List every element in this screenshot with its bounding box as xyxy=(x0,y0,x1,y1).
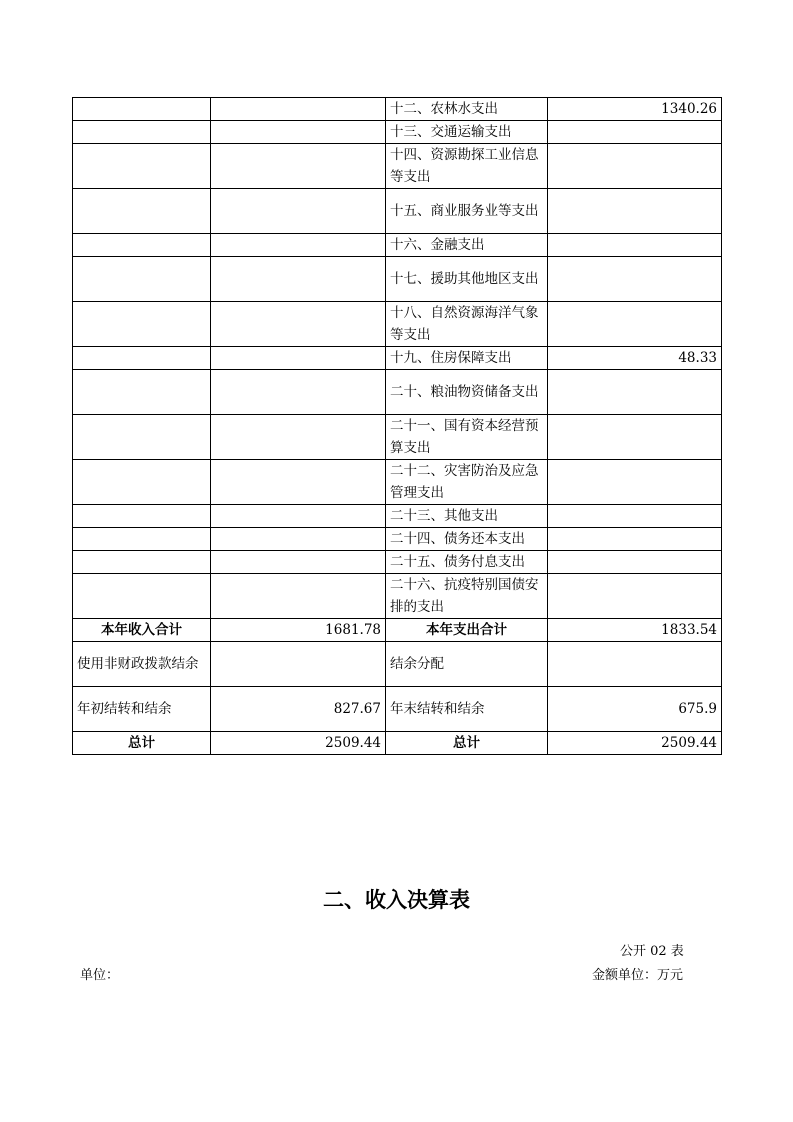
table-row xyxy=(73,347,722,370)
expense-item: 十六、金融支出 xyxy=(386,234,548,257)
expense-amount xyxy=(548,189,722,234)
expense-amount xyxy=(548,302,722,347)
budget-table xyxy=(72,97,722,755)
expense-item: 二十三、其他支出 xyxy=(386,505,548,528)
expense-amount: 48.33 xyxy=(548,347,722,370)
expense-item: 十四、资源勘探工业信息等支出 xyxy=(386,144,548,189)
expense-item: 十九、住房保障支出 xyxy=(386,347,548,370)
grand-total-value-right: 2509.44 xyxy=(548,732,722,755)
income-total-value: 1681.78 xyxy=(211,619,386,642)
expense-amount xyxy=(548,551,722,574)
expense-total-value: 1833.54 xyxy=(548,619,722,642)
section-title: 二、收入决算表 xyxy=(323,888,470,912)
nonfiscal-row xyxy=(73,642,722,687)
expense-rows xyxy=(73,98,722,619)
expense-amount xyxy=(548,144,722,189)
expense-item: 十七、援助其他地区支出 xyxy=(386,257,548,302)
grand-total-row xyxy=(73,732,722,755)
expense-amount xyxy=(548,370,722,415)
table-row xyxy=(73,257,722,302)
expense-item: 二十一、国有资本经营预算支出 xyxy=(386,415,548,460)
table-row xyxy=(73,460,722,505)
opening-balance-value: 827.67 xyxy=(211,687,386,732)
annual-total-row xyxy=(73,619,722,642)
table-row xyxy=(73,144,722,189)
expense-item: 二十四、债务还本支出 xyxy=(386,528,548,551)
expense-item: 十三、交通运输支出 xyxy=(386,121,548,144)
amount-unit-label: 金额单位：万元 xyxy=(592,968,684,983)
table-row xyxy=(73,551,722,574)
nonfiscal-value xyxy=(211,642,386,687)
table-row xyxy=(73,574,722,619)
expense-item: 二十六、抗疫特别国债安排的支出 xyxy=(386,574,548,619)
expense-total-label: 本年支出合计 xyxy=(386,619,548,642)
opening-balance-label: 年初结转和结余 xyxy=(73,687,211,732)
expense-item: 十八、自然资源海洋气象等支出 xyxy=(386,302,548,347)
closing-balance-value: 675.9 xyxy=(548,687,722,732)
expense-item: 二十、粮油物资储备支出 xyxy=(386,370,548,415)
expense-item: 二十二、灾害防治及应急管理支出 xyxy=(386,460,548,505)
table-row xyxy=(73,370,722,415)
surplus-distribution-value xyxy=(548,642,722,687)
table-row xyxy=(73,234,722,257)
expense-amount xyxy=(548,121,722,144)
expense-amount xyxy=(548,574,722,619)
table-row xyxy=(73,415,722,460)
table-row xyxy=(73,189,722,234)
unit-label: 单位： xyxy=(80,968,120,983)
nonfiscal-label: 使用非财政拨款结余 xyxy=(73,642,211,687)
table-row xyxy=(73,302,722,347)
expense-amount: 1340.26 xyxy=(548,98,722,121)
form-code: 公开 02 表 xyxy=(620,944,684,959)
closing-balance-label: 年末结转和结余 xyxy=(386,687,548,732)
expense-amount xyxy=(548,528,722,551)
table-row xyxy=(73,121,722,144)
totals-section xyxy=(73,619,722,755)
expense-item: 二十五、债务付息支出 xyxy=(386,551,548,574)
expense-amount xyxy=(548,234,722,257)
expense-amount xyxy=(548,460,722,505)
surplus-distribution-label: 结余分配 xyxy=(386,642,548,687)
table-row xyxy=(73,528,722,551)
expense-amount xyxy=(548,505,722,528)
grand-total-value-left: 2509.44 xyxy=(211,732,386,755)
grand-total-label-right: 总计 xyxy=(386,732,548,755)
expense-item: 十二、农林水支出 xyxy=(386,98,548,121)
table-row xyxy=(73,505,722,528)
expense-item: 十五、商业服务业等支出 xyxy=(386,189,548,234)
income-total-label: 本年收入合计 xyxy=(73,619,211,642)
table-row xyxy=(73,98,722,121)
carryover-row xyxy=(73,687,722,732)
expense-amount xyxy=(548,257,722,302)
expense-amount xyxy=(548,415,722,460)
grand-total-label-left: 总计 xyxy=(73,732,211,755)
